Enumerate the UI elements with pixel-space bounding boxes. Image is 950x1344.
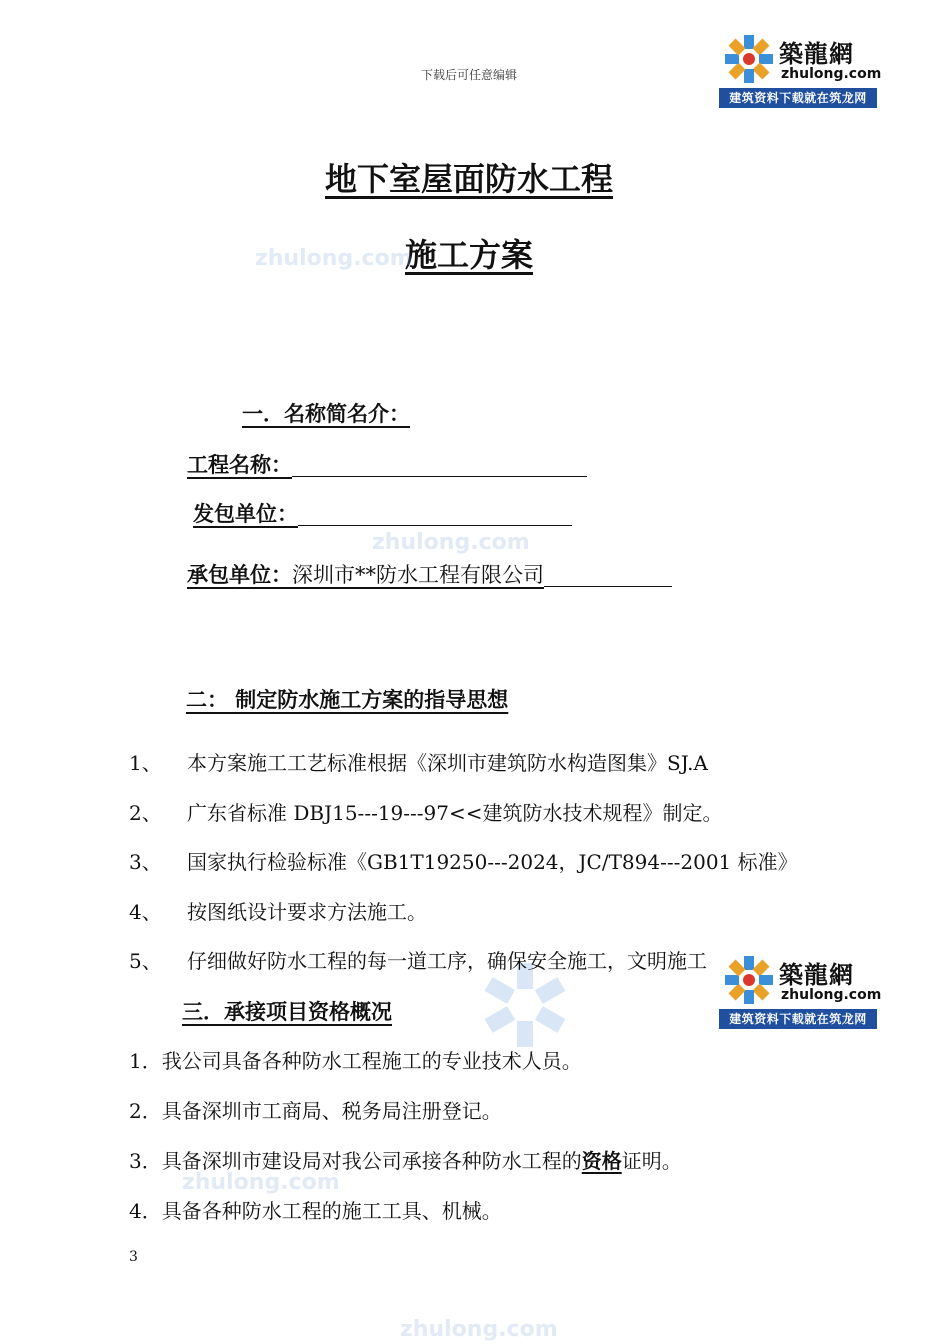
list-item: 2、 广东省标准 DBJ15---19---97<<建筑防水技术规程》制定。 [129,801,723,825]
contractor-blank [544,566,672,587]
logo-tagline: 建筑资料下载就在筑龙网 [719,88,877,108]
document-title: 地下室屋面防水工程 [324,160,613,198]
watermark: zhulong.com [372,530,530,555]
contractor-field [187,559,672,589]
list-item: 1．我公司具备各种防水工程施工的专业技术人员。 [129,1049,582,1073]
contractor-value: 深圳市**防水工程有限公司 [292,563,544,587]
watermark: zhulong.com [182,1170,340,1195]
list-item: 2．具备深圳市工商局、税务局注册登记。 [129,1099,502,1123]
header-note: 下载后可任意编辑 [420,68,517,82]
watermark: zhulong.com [255,246,413,271]
logo-tagline: 建筑资料下载就在筑龙网 [719,1009,877,1029]
list-item: 1、 本方案施工工艺标准根据《深圳市建筑防水构造图集》SJ.A [129,751,708,775]
document-subtitle: 施工方案 [404,236,533,274]
watermark: zhulong.com [400,1317,558,1342]
employer-field [193,498,572,528]
logo-domain: zhulong.com [781,66,882,82]
section-1-heading: 一．名称简名介： [242,401,410,426]
contractor-label: 承包单位： [187,562,292,587]
logo-name-cn: 築龍網 [779,960,854,989]
list-item: 3．具备深圳市建设局对我公司承接各种防水工程的资格证明。 [129,1149,682,1173]
project-name-label: 工程名称： [187,452,292,477]
page-number: 3 [129,1249,138,1265]
list-item: 3、 国家执行检验标准《GB1T19250---2024，JC/T894---2001 标准》 [129,850,798,874]
qualification-emphasis: 资格 [581,1149,622,1173]
employer-label: 发包单位： [193,501,298,526]
list-item: 4．具备各种防水工程的施工工具、机械。 [129,1199,502,1223]
snowflake-logo-icon [723,954,775,1006]
employer-blank [298,505,572,526]
section-2-heading: 二： 制定防水施工方案的指导思想 [186,687,509,712]
snowflake-logo-icon [723,33,775,85]
logo-domain: zhulong.com [781,987,882,1003]
project-name-blank [292,456,587,477]
list-item: 5、 仔细做好防水工程的每一道工序，确保安全施工，文明施工 [129,949,707,973]
logo-name-cn: 築龍網 [779,39,854,68]
project-name-field [187,449,587,479]
list-item: 4、 按图纸设计要求方法施工。 [129,900,427,924]
zhulong-logo [719,951,882,1029]
zhulong-logo [719,30,882,108]
section-3-heading: 三．承接项目资格概况 [182,999,392,1024]
